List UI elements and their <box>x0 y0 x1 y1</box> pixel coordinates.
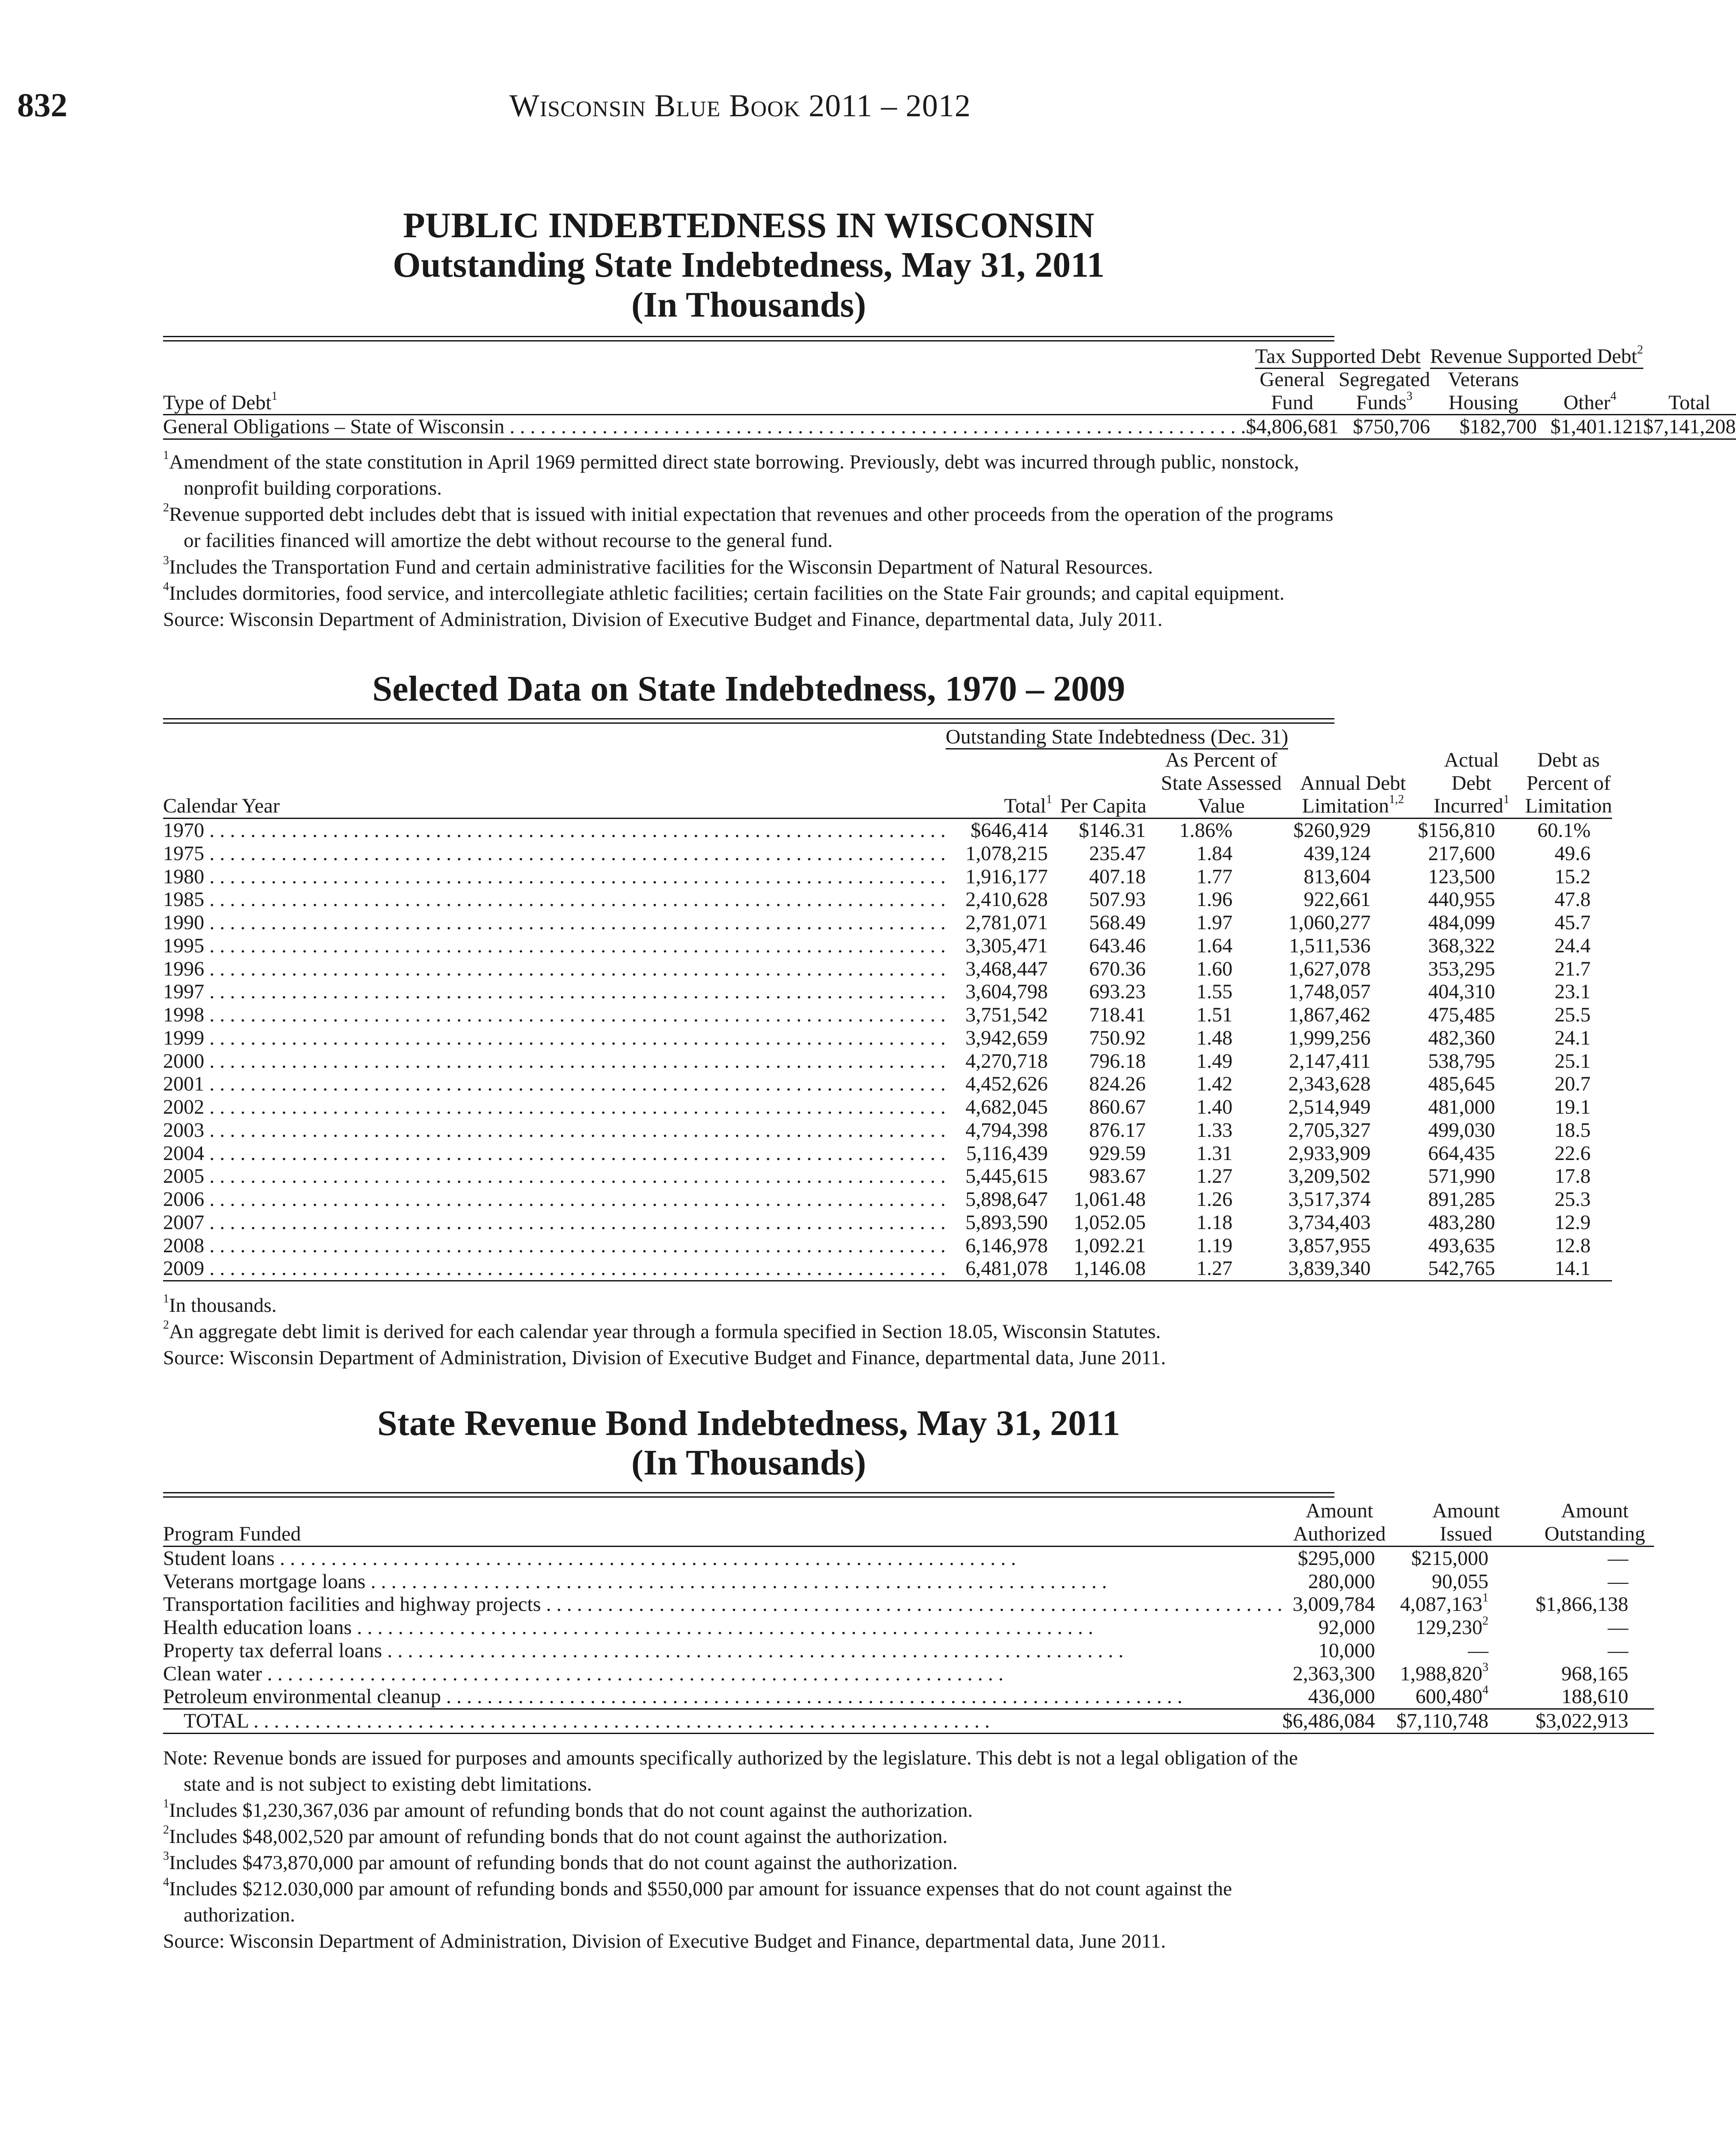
cell-pct-limit: 24.4 <box>1555 934 1591 957</box>
footnote: $^2$An aggregate debt limit is derived for each calendar year through a formula specified in Section 18.05, Wisconsin Statutes. <box>163 1318 1161 1343</box>
cell-per-capita: 643.46 <box>1089 934 1146 957</box>
footnote: $^1$Includes $1,230,367,036 par amount of refunding bonds that do not count against the authorization. <box>163 1797 973 1822</box>
table-row <box>163 1188 1612 1211</box>
table-row <box>163 842 1612 865</box>
cell-annual-limit: 922,661 <box>1304 888 1371 911</box>
page-number: 832 <box>17 86 67 124</box>
cell-actual-debt: 481,000 <box>1428 1096 1495 1119</box>
cell-annual-limit: 2,343,628 <box>1288 1072 1371 1096</box>
table-row <box>163 1119 1612 1142</box>
cell-per-capita: 718.41 <box>1089 1003 1146 1027</box>
cell-total: 6,146,978 <box>965 1234 1048 1257</box>
cell-actual-debt: 217,600 <box>1428 842 1495 865</box>
cell-per-capita: 235.47 <box>1089 842 1146 865</box>
cell-per-capita: 407.18 <box>1089 865 1146 888</box>
cell-year: 2005 . . . <box>163 1165 946 1188</box>
cell-year: 1996 . . . <box>163 958 946 981</box>
cell-annual-limit: $260,929 <box>1293 819 1371 842</box>
cell-pct-limit: 47.8 <box>1555 888 1591 911</box>
section1-title: Outstanding State Indebtedness, May 31, 2011 <box>393 245 1105 285</box>
total-authorized: $6,486,084 <box>1282 1709 1397 1734</box>
cell-annual-limit: 2,514,949 <box>1288 1096 1371 1119</box>
running-title: Wisconsin Blue Book 2011 – 2012 <box>509 88 971 124</box>
cell-annual-limit: 1,511,536 <box>1289 934 1371 957</box>
section-revenue-bonds <box>163 1403 1645 1955</box>
section-selected-data <box>163 668 1612 1372</box>
cell-issued: 1,988,820$^3$ <box>1400 1660 1488 1685</box>
cell-pct-limit: 23.1 <box>1555 980 1591 1003</box>
cell-pct-limit: 60.1% <box>1537 819 1591 842</box>
cell-total: 4,270,718 <box>965 1049 1048 1072</box>
section3-notes <box>163 1745 1334 1955</box>
col-pct-line1: As Percent of <box>1165 748 1278 771</box>
col-pct-line3: Value <box>1154 795 1288 818</box>
table-row <box>163 1570 1654 1593</box>
cell-total: 1,916,177 <box>965 865 1048 888</box>
table-row <box>163 1662 1654 1686</box>
page-content <box>163 205 1736 1955</box>
cell-total: 1,078,215 <box>965 842 1048 865</box>
col-annual-line2: Limitation$^{1,2}$ <box>1288 795 1418 818</box>
cell-program: Transportation facilities and highway projects . . . <box>163 1593 1282 1616</box>
cell-annual-limit: 2,705,327 <box>1288 1118 1371 1142</box>
cell-pct-limit: 20.7 <box>1555 1072 1591 1096</box>
cell-total: 5,898,647 <box>965 1188 1048 1211</box>
cell-total: 6,481,078 <box>946 1257 1052 1281</box>
col-authorized-line1: Amount <box>1306 1499 1373 1523</box>
cell-pct-value: 1.19 <box>1196 1234 1233 1257</box>
table-row <box>163 1546 1654 1570</box>
cell-per-capita: 1,146.08 <box>1052 1257 1154 1281</box>
total-row <box>163 1709 1654 1734</box>
cell-pct-value: 1.42 <box>1196 1072 1233 1096</box>
cell-outstanding: — <box>1607 1639 1628 1662</box>
col-segregated-bottom: Funds$^3$ <box>1339 391 1430 415</box>
cell-program: Veterans mortgage loans . . . <box>163 1570 1282 1593</box>
cell-authorized: 3,009,784 <box>1292 1593 1375 1616</box>
cell-pct-value: 1.96 <box>1196 888 1233 911</box>
cell-annual-limit: 1,867,462 <box>1288 1003 1371 1027</box>
revenue-bond-table <box>163 1499 1654 1734</box>
cell-issued: 90,055 <box>1431 1570 1488 1593</box>
table-row <box>163 1050 1612 1073</box>
cell-actual-debt: 123,500 <box>1428 865 1495 888</box>
col-actual-line3: Incurred$^1$ <box>1418 795 1525 818</box>
table-row <box>163 1616 1654 1639</box>
cell-outstanding: — <box>1607 1547 1628 1570</box>
col-type-of-debt: Type of Debt$^1$ <box>163 391 1246 415</box>
source-note: Source: Wisconsin Department of Administration, Division of Executive Budget and Finance, departmental data, June 2011. <box>163 1930 1166 1953</box>
cell-total: 3,305,471 <box>965 934 1048 957</box>
cell-year: 2009 . . . <box>163 1257 946 1281</box>
cell-per-capita: 1,052.05 <box>1074 1211 1146 1234</box>
cell-total: 5,116,439 <box>966 1142 1048 1165</box>
main-title: PUBLIC INDEBTEDNESS IN WISCONSIN <box>403 205 1095 245</box>
table-row <box>163 819 1612 842</box>
cell-annual-limit: 1,748,057 <box>1288 980 1371 1003</box>
cell-annual-limit: 3,839,340 <box>1288 1257 1418 1281</box>
cell-per-capita: 983.67 <box>1089 1165 1146 1188</box>
cell-pct-limit: 19.1 <box>1555 1096 1591 1119</box>
cell-issued: 600,480$^4$ <box>1397 1685 1536 1709</box>
cell-pct-limit: 24.1 <box>1555 1026 1591 1049</box>
cell-authorized: 10,000 <box>1318 1639 1375 1662</box>
col-calendar-year: Calendar Year <box>163 795 946 818</box>
cell-actual-debt: 891,285 <box>1428 1188 1495 1211</box>
cell-program: Student loans . . . <box>163 1546 1282 1570</box>
col-annual-line1: Annual Debt <box>1300 771 1406 795</box>
table-row <box>163 1027 1612 1050</box>
cell-pct-value: 1.49 <box>1196 1049 1233 1072</box>
cell-pct-limit: 25.3 <box>1555 1188 1591 1211</box>
cell-other: $1,401.121 <box>1537 415 1643 439</box>
cell-pct-value: 1.18 <box>1196 1211 1233 1234</box>
cell-total: 4,452,626 <box>965 1072 1048 1096</box>
footnote: $^4$Includes $212.030,000 par amount of refunding bonds and $550,000 par amount for issuance expenses that do not count against the authorization. <box>163 1876 1232 1927</box>
cell-year: 2003 . . . <box>163 1119 946 1142</box>
cell-pct-limit: 12.9 <box>1555 1211 1591 1234</box>
footnote: $^3$Includes $473,870,000 par amount of refunding bonds that do not count against the authorization. <box>163 1849 958 1874</box>
cell-issued: 4,087,163$^1$ <box>1400 1591 1488 1616</box>
cell-actual-debt: 538,795 <box>1428 1049 1495 1072</box>
cell-actual-debt: 571,990 <box>1428 1165 1495 1188</box>
cell-per-capita: 929.59 <box>1089 1142 1146 1165</box>
cell-pct-value: 1.51 <box>1196 1003 1233 1027</box>
cell-authorized: 92,000 <box>1318 1616 1375 1639</box>
cell-total: 3,751,542 <box>965 1003 1048 1027</box>
cell-per-capita: 824.26 <box>1089 1072 1146 1096</box>
col-veterans-bottom: Housing <box>1430 391 1537 415</box>
cell-outstanding: 968,165 <box>1561 1662 1628 1685</box>
source-note: Source: Wisconsin Department of Administration, Division of Executive Budget and Finance, departmental data, July 2011. <box>163 608 1163 631</box>
cell-pct-value: 1.33 <box>1196 1118 1233 1142</box>
section3-title: State Revenue Bond Indebtedness, May 31, 2011 <box>377 1403 1120 1443</box>
cell-year: 2002 . . . <box>163 1096 946 1119</box>
col-segregated-top: Segregated <box>1338 368 1430 391</box>
col-general-bottom: Fund <box>1246 391 1339 415</box>
cell-program: Petroleum environmental cleanup . . . <box>163 1685 1282 1709</box>
footnote: $^1$In thousands. <box>163 1292 277 1317</box>
section2-title: Selected Data on State Indebtedness, 1970 – 2009 <box>372 668 1125 709</box>
cell-year: 2007 . . . <box>163 1211 946 1234</box>
cell-year: 1997 . . . <box>163 980 946 1003</box>
col-veterans-top: Veterans <box>1448 368 1519 391</box>
cell-year: 2008 . . . <box>163 1234 946 1257</box>
cell-total: $646,414 <box>971 819 1048 842</box>
footnote: $^2$Revenue supported debt includes debt that is issued with initial expectation that revenues and other proceeds from the operation of the programs or facilities financed will amortize the debt without recourse to the general fund. <box>163 501 1334 552</box>
cell-annual-limit: 3,857,955 <box>1288 1234 1371 1257</box>
cell-authorized: 2,363,300 <box>1292 1662 1375 1685</box>
total-outstanding: $3,022,913 <box>1536 1709 1654 1734</box>
cell-general: $4,806,681 <box>1246 415 1339 439</box>
cell-year: 2000 . . . <box>163 1050 946 1073</box>
col-debtas-line1: Debt as <box>1537 748 1600 771</box>
row-label: General Obligations – State of Wisconsin . . . <box>163 415 1246 439</box>
cell-year: 1990 . . . <box>163 911 946 934</box>
cell-actual-debt: 475,485 <box>1428 1003 1495 1027</box>
cell-year: 1999 . . . <box>163 1027 946 1050</box>
footnote: $^2$Includes $48,002,520 par amount of refunding bonds that do not count against the authorization. <box>163 1823 948 1848</box>
table-row <box>163 865 1612 888</box>
cell-actual-debt: $156,810 <box>1418 819 1495 842</box>
cell-per-capita: 507.93 <box>1089 888 1146 911</box>
cell-actual-debt: 499,030 <box>1428 1118 1495 1142</box>
cell-actual-debt: 542,765 <box>1418 1257 1525 1281</box>
cell-actual-debt: 664,435 <box>1428 1142 1495 1165</box>
cell-total: 3,942,659 <box>965 1026 1048 1049</box>
cell-year: 1985 . . . <box>163 888 946 911</box>
table-row <box>163 958 1612 981</box>
table-row <box>163 1072 1612 1096</box>
cell-actual-debt: 493,635 <box>1428 1234 1495 1257</box>
cell-annual-limit: 439,124 <box>1304 842 1371 865</box>
col-other: Other$^4$ <box>1537 391 1643 415</box>
table-row <box>163 1257 1612 1281</box>
cell-year: 1975 . . . <box>163 842 946 865</box>
col-program-funded: Program Funded <box>163 1523 1282 1546</box>
cell-issued: $215,000 <box>1411 1547 1488 1570</box>
cell-total: 4,794,398 <box>965 1118 1048 1142</box>
footnote: $^4$Includes dormitories, food service, and intercollegiate athletic facilities; certain facilities on the State Fair grounds; and capital equipment. <box>163 580 1285 604</box>
cell-total: $7,141,208 <box>1643 415 1736 439</box>
cell-issued: 129,230$^2$ <box>1415 1614 1488 1639</box>
col-outstanding-line1: Amount <box>1561 1499 1629 1523</box>
cell-outstanding: $1,866,138 <box>1535 1593 1628 1616</box>
cell-per-capita: 693.23 <box>1089 980 1146 1003</box>
col-debtas-line2: Percent of <box>1526 771 1611 795</box>
total-issued: $7,110,748 <box>1397 1709 1536 1734</box>
cell-actual-debt: 482,360 <box>1428 1026 1495 1049</box>
cell-authorized: 436,000 <box>1282 1685 1397 1709</box>
cell-pct-value: 1.64 <box>1196 934 1233 957</box>
col-actual-line1: Actual <box>1444 748 1499 771</box>
section2-footnotes <box>163 1293 1334 1371</box>
section1-subtitle: (In Thousands) <box>631 284 866 325</box>
outstanding-group-header: Outstanding State Indebtedness (Dec. 31) <box>946 725 1288 749</box>
cell-pct-value: 1.31 <box>1196 1142 1233 1165</box>
cell-veterans: $182,700 <box>1430 415 1537 439</box>
col-outstanding-line2: Outstanding <box>1536 1523 1654 1546</box>
cell-pct-value: 1.84 <box>1196 842 1233 865</box>
cell-outstanding: — <box>1607 1616 1628 1639</box>
table-row <box>163 415 1736 439</box>
col-debtas-line3: Limitation <box>1525 795 1612 818</box>
section3-subtitle: (In Thousands) <box>631 1442 866 1483</box>
cell-annual-limit: 3,734,403 <box>1288 1211 1371 1234</box>
cell-annual-limit: 2,933,909 <box>1288 1142 1371 1165</box>
revenue-supported-header: Revenue Supported Debt$^2$ <box>1430 345 1643 369</box>
cell-pct-limit: 25.1 <box>1555 1049 1591 1072</box>
table-row <box>163 1165 1612 1188</box>
col-per-capita: Per Capita <box>1052 795 1154 818</box>
cell-pct-limit: 18.5 <box>1555 1118 1591 1142</box>
selected-data-rows <box>163 819 1612 1281</box>
col-actual-line2: Debt <box>1451 771 1492 795</box>
cell-authorized: 280,000 <box>1308 1570 1375 1593</box>
cell-year: 1995 . . . <box>163 934 946 958</box>
source-note: Source: Wisconsin Department of Administration, Division of Executive Budget and Finance, departmental data, June 2011. <box>163 1347 1166 1369</box>
tax-supported-header: Tax Supported Debt <box>1255 345 1421 369</box>
cell-issued: — <box>1467 1639 1488 1662</box>
col-pct-line2: State Assessed <box>1161 771 1282 795</box>
cell-total: 5,445,615 <box>965 1165 1048 1188</box>
cell-pct-limit: 22.6 <box>1555 1142 1591 1165</box>
cell-total: 3,468,447 <box>965 957 1048 980</box>
cell-program: Clean water . . . <box>163 1662 1282 1686</box>
cell-pct-limit: 25.5 <box>1555 1003 1591 1027</box>
cell-annual-limit: 813,604 <box>1304 865 1371 888</box>
cell-pct-value: 1.40 <box>1196 1096 1233 1119</box>
cell-total: 3,604,798 <box>965 980 1048 1003</box>
cell-per-capita: 876.17 <box>1089 1118 1146 1142</box>
cell-per-capita: 750.92 <box>1089 1026 1146 1049</box>
cell-pct-value: 1.26 <box>1196 1188 1233 1211</box>
cell-pct-limit: 49.6 <box>1555 842 1591 865</box>
cell-actual-debt: 484,099 <box>1428 911 1495 934</box>
table-row <box>163 934 1612 958</box>
cell-per-capita: 860.67 <box>1089 1096 1146 1119</box>
table-row <box>163 1096 1612 1119</box>
section1-footnotes <box>163 449 1334 633</box>
cell-per-capita: 796.18 <box>1089 1049 1146 1072</box>
footnote: $^3$Includes the Transportation Fund and certain administrative facilities for the Wisconsin Department of Natural Resources. <box>163 553 1153 578</box>
cell-actual-debt: 368,322 <box>1428 934 1495 957</box>
cell-program: Health education loans . . . <box>163 1616 1282 1639</box>
cell-year: 2004 . . . <box>163 1142 946 1165</box>
double-rule <box>163 1492 1334 1498</box>
table-row <box>163 1211 1612 1234</box>
cell-pct-value: 1.60 <box>1196 957 1233 980</box>
table-row <box>163 980 1612 1003</box>
cell-year: 1980 . . . <box>163 865 946 888</box>
cell-per-capita: 1,061.48 <box>1074 1188 1146 1211</box>
double-rule <box>163 336 1334 341</box>
table-row <box>163 911 1612 934</box>
cell-pct-limit: 14.1 <box>1525 1257 1612 1281</box>
cell-year: 2006 . . . <box>163 1188 946 1211</box>
cell-pct-value: 1.27 <box>1196 1165 1233 1188</box>
col-total: Total <box>1643 391 1736 415</box>
cell-total: 2,410,628 <box>965 888 1048 911</box>
cell-pct-limit: 21.7 <box>1555 957 1591 980</box>
table-row <box>163 888 1612 911</box>
cell-total: 2,781,071 <box>965 911 1048 934</box>
cell-total: 5,893,590 <box>965 1211 1048 1234</box>
cell-annual-limit: 3,517,374 <box>1288 1188 1371 1211</box>
cell-actual-debt: 440,955 <box>1428 888 1495 911</box>
cell-segregated: $750,706 <box>1339 415 1430 439</box>
selected-data-table <box>163 725 1612 1281</box>
table-row <box>163 1003 1612 1027</box>
cell-year: 1998 . . . <box>163 1003 946 1027</box>
cell-per-capita: 1,092.21 <box>1074 1234 1146 1257</box>
cell-pct-limit: 17.8 <box>1555 1165 1591 1188</box>
cell-pct-value: 1.55 <box>1196 980 1233 1003</box>
cell-authorized: $295,000 <box>1297 1547 1375 1570</box>
col-general-top: General <box>1259 368 1325 391</box>
cell-pct-limit: 15.2 <box>1555 865 1591 888</box>
cell-per-capita: $146.31 <box>1079 819 1146 842</box>
cell-year: 1970 . . . <box>163 819 946 842</box>
cell-annual-limit: 1,999,256 <box>1288 1026 1371 1049</box>
col-issued-line2: Issued <box>1397 1523 1536 1546</box>
double-rule <box>163 718 1334 724</box>
cell-total: 4,682,045 <box>965 1096 1048 1119</box>
outstanding-debt-table <box>163 345 1736 440</box>
footnote: $^1$Amendment of the state constitution in April 1969 permitted direct state borrowing. Previously, debt was incurred through public, nonstock, nonprofit building corporations. <box>163 449 1299 500</box>
section-public-indebtedness <box>163 205 1736 633</box>
table-row <box>163 1685 1654 1709</box>
note: Note: Revenue bonds are issued for purposes and amounts specifically authorized by the legislature. This debt is not a legal obligation of the state and is not subject to existing debt limitations. <box>163 1746 1298 1795</box>
col-total: Total$^1$ <box>946 795 1052 818</box>
table-row <box>163 1639 1654 1662</box>
cell-annual-limit: 2,147,411 <box>1289 1049 1371 1072</box>
cell-program: Property tax deferral loans . . . <box>163 1639 1282 1662</box>
cell-outstanding: — <box>1607 1570 1628 1593</box>
cell-per-capita: 670.36 <box>1089 957 1146 980</box>
col-issued-line1: Amount <box>1432 1499 1500 1523</box>
table-row <box>163 1142 1612 1165</box>
cell-pct-value: 1.77 <box>1196 865 1233 888</box>
cell-pct-limit: 45.7 <box>1555 911 1591 934</box>
cell-actual-debt: 485,645 <box>1428 1072 1495 1096</box>
cell-outstanding: 188,610 <box>1536 1685 1654 1709</box>
cell-annual-limit: 1,060,277 <box>1288 911 1371 934</box>
cell-actual-debt: 483,280 <box>1428 1211 1495 1234</box>
col-authorized-line2: Authorized <box>1282 1523 1397 1546</box>
cell-actual-debt: 353,295 <box>1428 957 1495 980</box>
table-row <box>163 1593 1654 1616</box>
revenue-bond-rows <box>163 1546 1654 1709</box>
cell-annual-limit: 3,209,502 <box>1288 1165 1371 1188</box>
cell-actual-debt: 404,310 <box>1428 980 1495 1003</box>
cell-pct-value: 1.27 <box>1154 1257 1288 1281</box>
total-label: TOTAL . . . <box>163 1709 1282 1734</box>
cell-pct-value: 1.97 <box>1196 911 1233 934</box>
table-row <box>163 1234 1612 1257</box>
cell-year: 2001 . . . <box>163 1072 946 1096</box>
cell-pct-limit: 12.8 <box>1555 1234 1591 1257</box>
cell-pct-value: 1.86% <box>1179 819 1233 842</box>
cell-pct-value: 1.48 <box>1196 1026 1233 1049</box>
cell-per-capita: 568.49 <box>1089 911 1146 934</box>
cell-annual-limit: 1,627,078 <box>1288 957 1371 980</box>
